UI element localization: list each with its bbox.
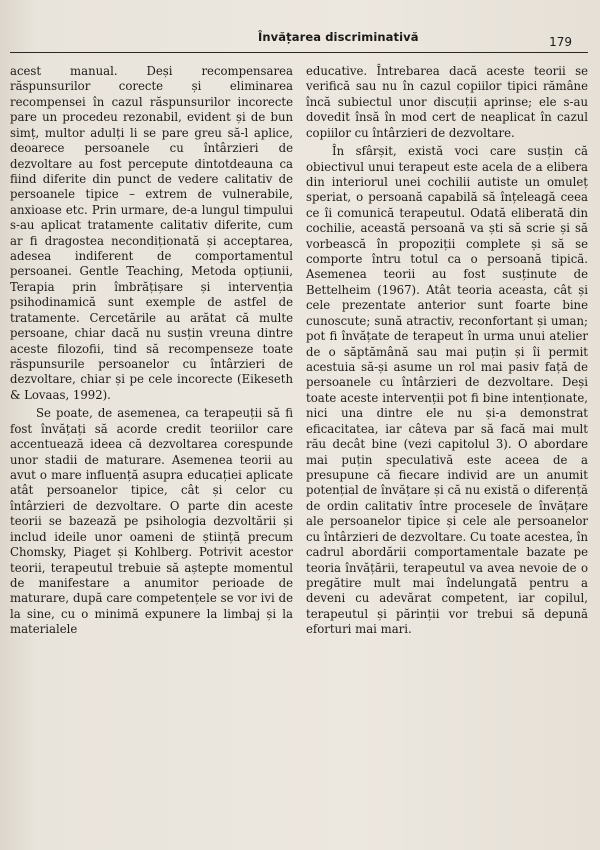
right-column [306,64,588,638]
running-title: Învățarea discriminativă [258,30,419,44]
paragraph: acest manual. Deși recompensarea răspunsurilor corecte și eliminarea recompensei în cazul răspunsurilor incorecte pare un procedeu rezonabil, evident și de bun simț, multor adulți li se pare greu să-l aplice, deoarece persoanele cu întârzieri de dezvoltare au fost percepute dintotdeauna ca fiind diferite din punct de vedere calitativ de persoanele tipice – extrem de vulnerabile, anxioase etc. Prin urmare, de-a lungul timpului s-au aplicat tratamente calitativ diferite, cum ar fi dragostea necondiționată și acceptarea, adesea indiferent de comportamentul persoanei. Gentle Teaching, Metoda opțiunii, Terapia prin îmbrățișare și intervenția psihodinamică sunt exemple de astfel de tratamente. Cercetările au arătat că multe persoane, chiar dacă nu susțin vreuna dintre aceste filozofii, tind să recompenseze toate răspunsurile persoanelor cu întârzieri de dezvoltare, chiar și pe cele incorecte (Eikeseth & Lovaas, 1992). [10,64,293,402]
page-number: 179 [549,35,572,49]
running-header [10,26,588,53]
paragraph: Se poate, de asemenea, ca terapeuții să fi fost învățați să acorde credit teoriilor care accentuează ideea că dezvoltarea corespunde unor stadii de maturare. Asemenea teorii au avut o mare influență asupra educației aplicate atât persoanelor tipice, cât și celor cu întârzieri de dezvoltare. O parte din aceste teorii se bazează pe psihologia dezvoltării și includ ideile unor oameni de știință precum Chomsky, Piaget și Kohlberg. Potrivit acestor teorii, terapeutul trebuie să aștepte momentul de manifestare a anumitor perioade de maturare, după care competențele se vor ivi de la sine, cu o minimă expunere la limbaj și la materialele [10,406,293,637]
paragraph: educative. Întrebarea dacă aceste teorii se verifică sau nu în cazul copiilor tipici rămâne încă subiectul unor discuții aprinse; ele s-au dovedit însă în mod cert de neaplicat în cazul copiilor cu întârzieri de dezvoltare. [306,64,588,140]
paragraph: În sfârșit, există voci care susțin că obiectivul unui terapeut este acela de a elibera din interiorul unei cochilii autiste un omuleț speriat, o persoană capabilă să înțeleagă ceea ce îi comunică terapeutul. Odată eliberată din cochilie, această persoană va ști să scrie și să vorbească în propoziții complete și să se comporte întru totul ca o persoană tipică. Asemenea teorii au fost susținute de Bettelheim (1967). Atât teoria aceasta, cât și cele prezentate anterior sunt foarte bine cunoscute; sună atractiv, reconfortant și uman; pot fi învățate de terapeut în urma unui atelier de o săptămână sau mai puțin și îi permit acestuia să-și asume un rol mai pasiv față de persoanele cu întârzieri de dezvoltare. Deși toate aceste intervenții pot fi bine intenționate, nici una dintre ele nu și-a demonstrat eficacitatea, iar câteva par să facă mai mult rău decât bine (vezi capitolul 3). O abordare mai puțin speculativă este aceea de a presupune că fiecare individ are un anumit potențial de învățare și că nu există o diferență de ordin calitativ între procesele de învățare ale persoanelor tipice și cele ale persoanelor cu întârzieri de dezvoltare. Cu toate acestea, în cadrul abordării comportamentale bazate pe teoria învățării, terapeutul va avea nevoie de o pregătire mult mai îndelungată pentru a deveni cu adevărat competent, iar copilul, terapeutul și părinții vor trebui să depună eforturi mai mari. [306,144,588,637]
left-column [10,64,293,638]
